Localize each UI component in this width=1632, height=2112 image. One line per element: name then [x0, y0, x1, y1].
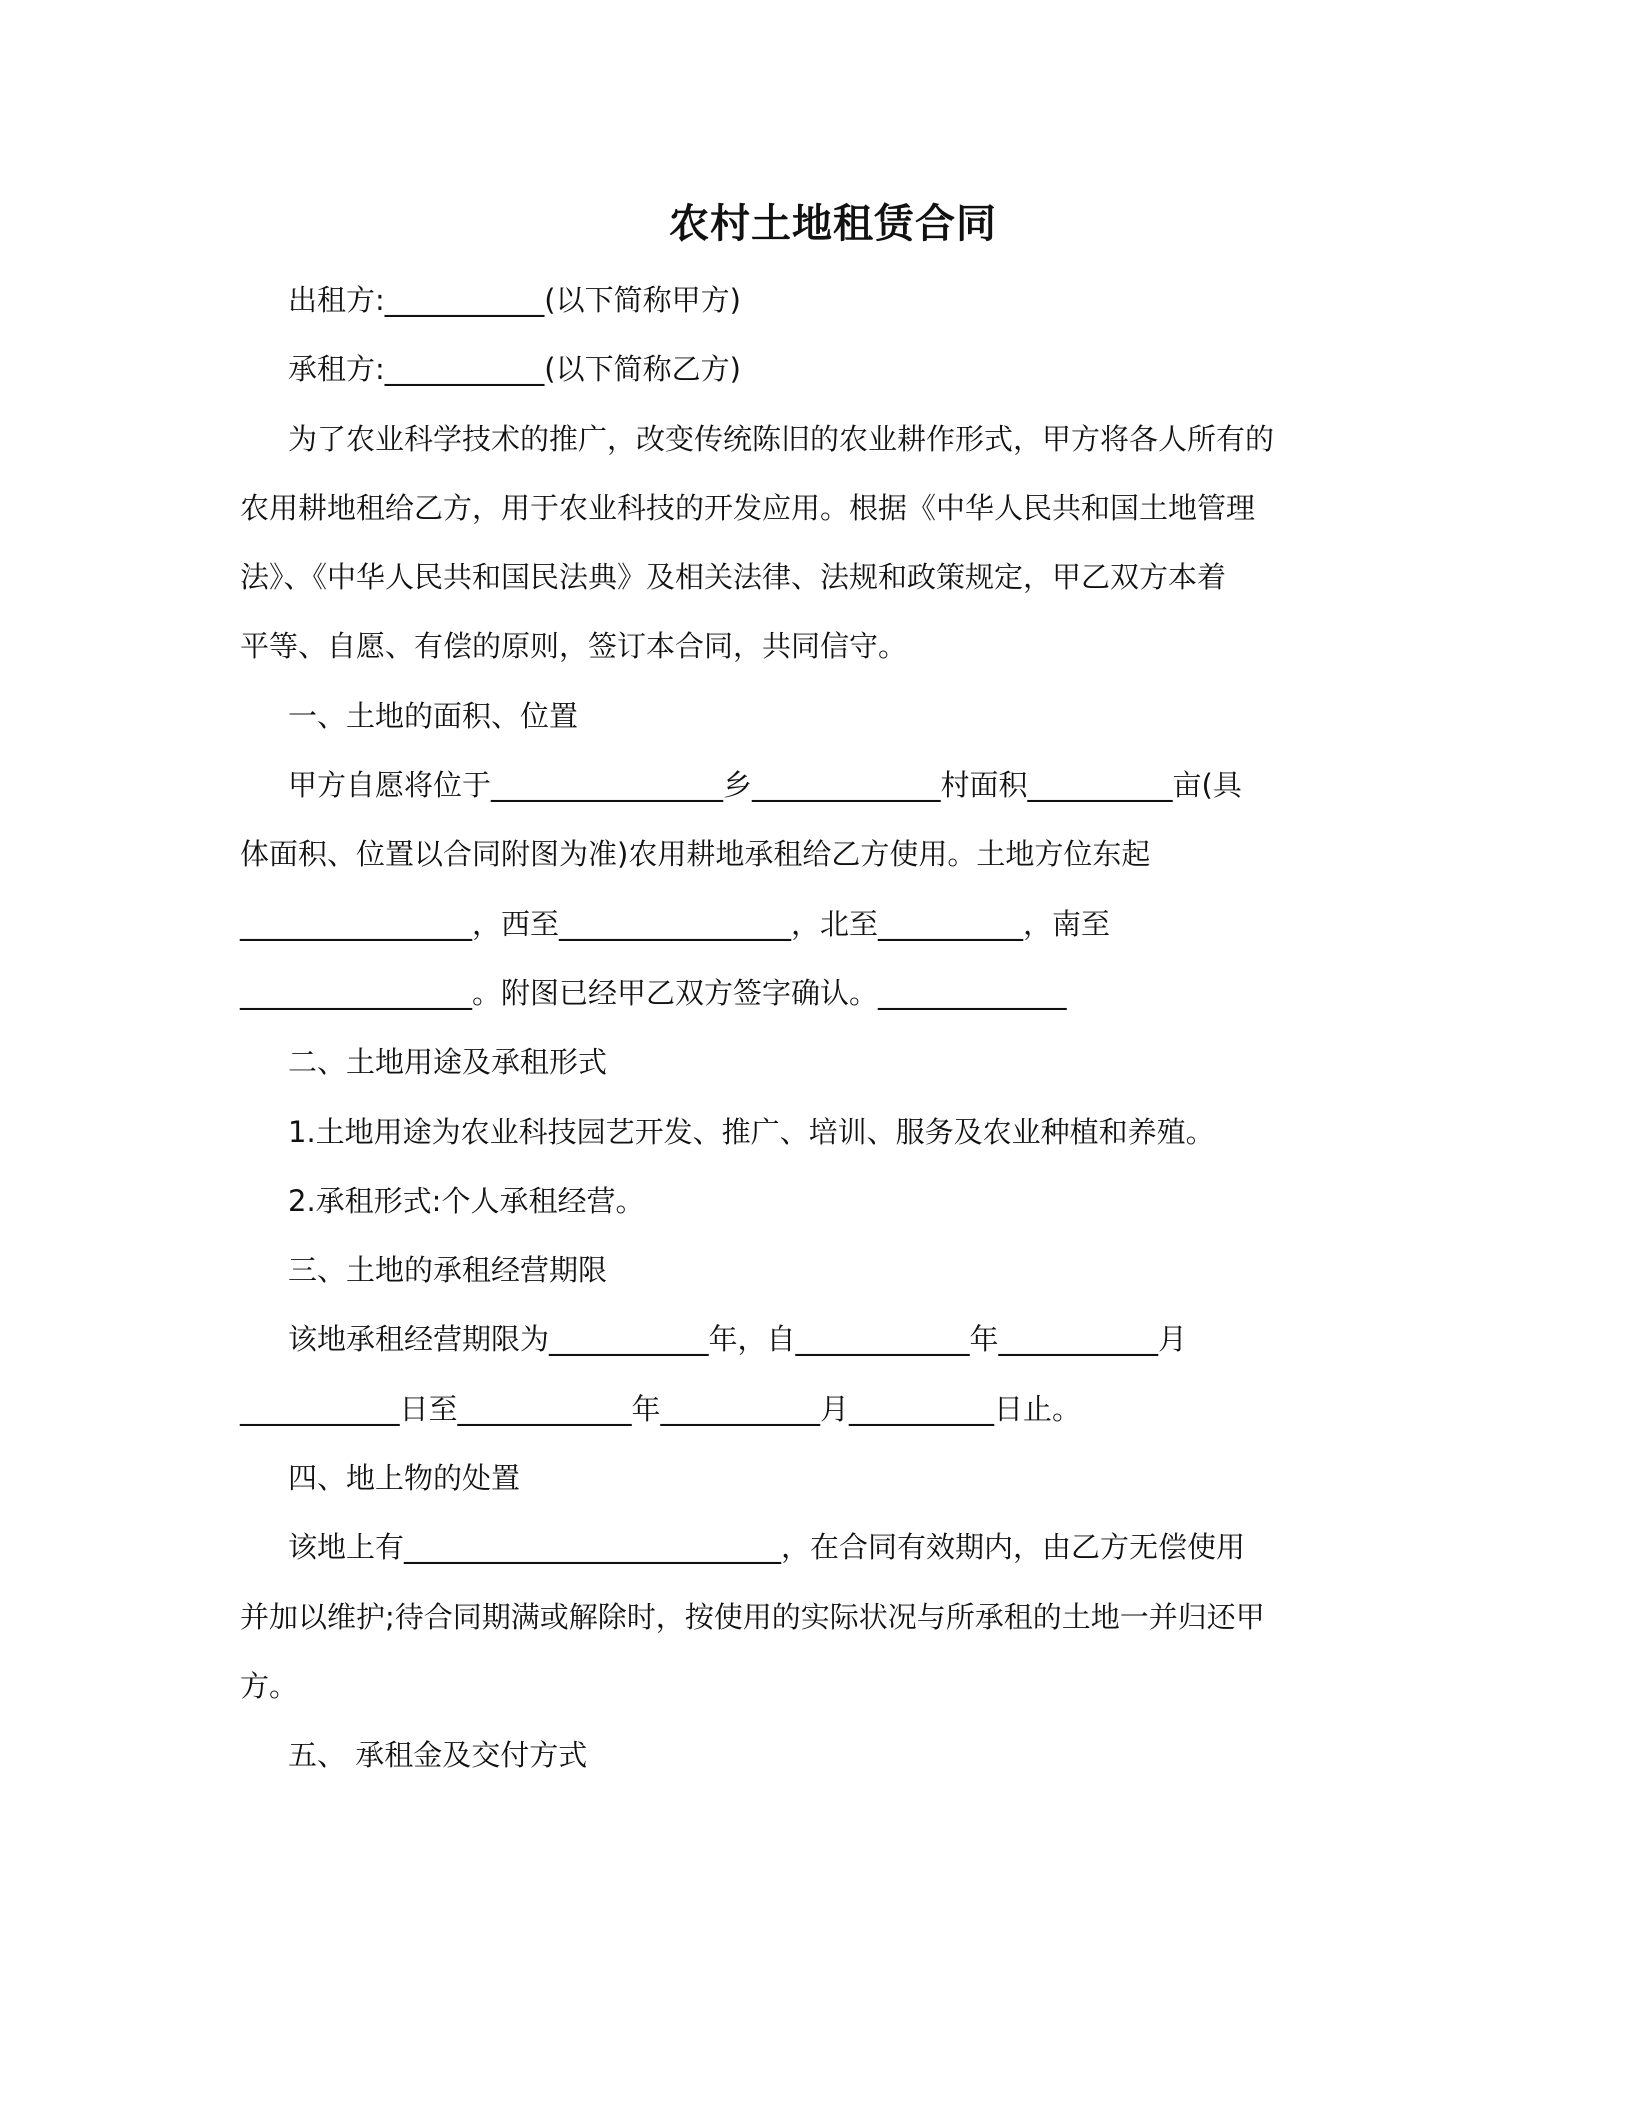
paragraph-line: 四、地上物的处置 [288, 1461, 521, 1496]
paragraph-line: 该地上有__________________________，在合同有效期内，由乙方无偿使用 [288, 1530, 1246, 1565]
paragraph-line: 2.承租形式:个人承租经营。 [288, 1183, 645, 1218]
paragraph-line: ___________日至____________年___________月__________日止。 [240, 1391, 1082, 1426]
paragraph-line: 为了农业科学技术的推广，改变传统陈旧的农业耕作形式，甲方将各人所有的 [288, 421, 1275, 456]
paragraph-line: 1.土地用途为农业科技园艺开发、推广、培训、服务及农业种植和养殖。 [288, 1114, 1215, 1149]
paragraph-line: 甲方自愿将位于________________乡_____________村面积__________亩(具 [288, 768, 1242, 803]
paragraph-line: 出租方:___________(以下简称甲方) [288, 283, 741, 317]
paragraph-line: 三、土地的承租经营期限 [288, 1253, 608, 1288]
paragraph-line: 体面积、位置以合同附图为准)农用耕地承租给乙方使用。土地方位东起 [240, 837, 1151, 872]
document-body [240, 266, 1375, 1791]
paragraph-line: 平等、自愿、有偿的原则，签订本合同，共同信守。 [240, 629, 908, 664]
paragraph-line: 一、土地的面积、位置 [288, 698, 579, 733]
paragraph-line: 承租方:___________(以下简称乙方) [288, 352, 741, 387]
paragraph-line: 法》、《中华人民共和国民法典》及相关法律、法规和政策规定，甲乙双方本着 [240, 560, 1227, 595]
document-title: 农村土地租赁合同 [669, 201, 997, 247]
paragraph-line: ________________，西至________________，北至__________，南至 [240, 906, 1111, 941]
paragraph-line: 该地承租经营期限为___________年，自____________年___________月 [288, 1322, 1188, 1357]
paragraph-line: 五、 承租金及交付方式 [288, 1738, 588, 1773]
paragraph-line: 方。 [240, 1668, 299, 1703]
paragraph-line: 二、土地用途及承租形式 [288, 1045, 608, 1080]
paragraph-line: 农用耕地租给乙方，用于农业科技的开发应用。根据《中华人民共和国土地管理 [240, 490, 1256, 525]
paragraph-line: 并加以维护;待合同期满或解除时，按使用的实际状况与所承租的土地一并归还甲 [240, 1599, 1265, 1634]
paragraph-line: ________________。附图已经甲乙双方签字确认。_____________ [240, 975, 1067, 1010]
